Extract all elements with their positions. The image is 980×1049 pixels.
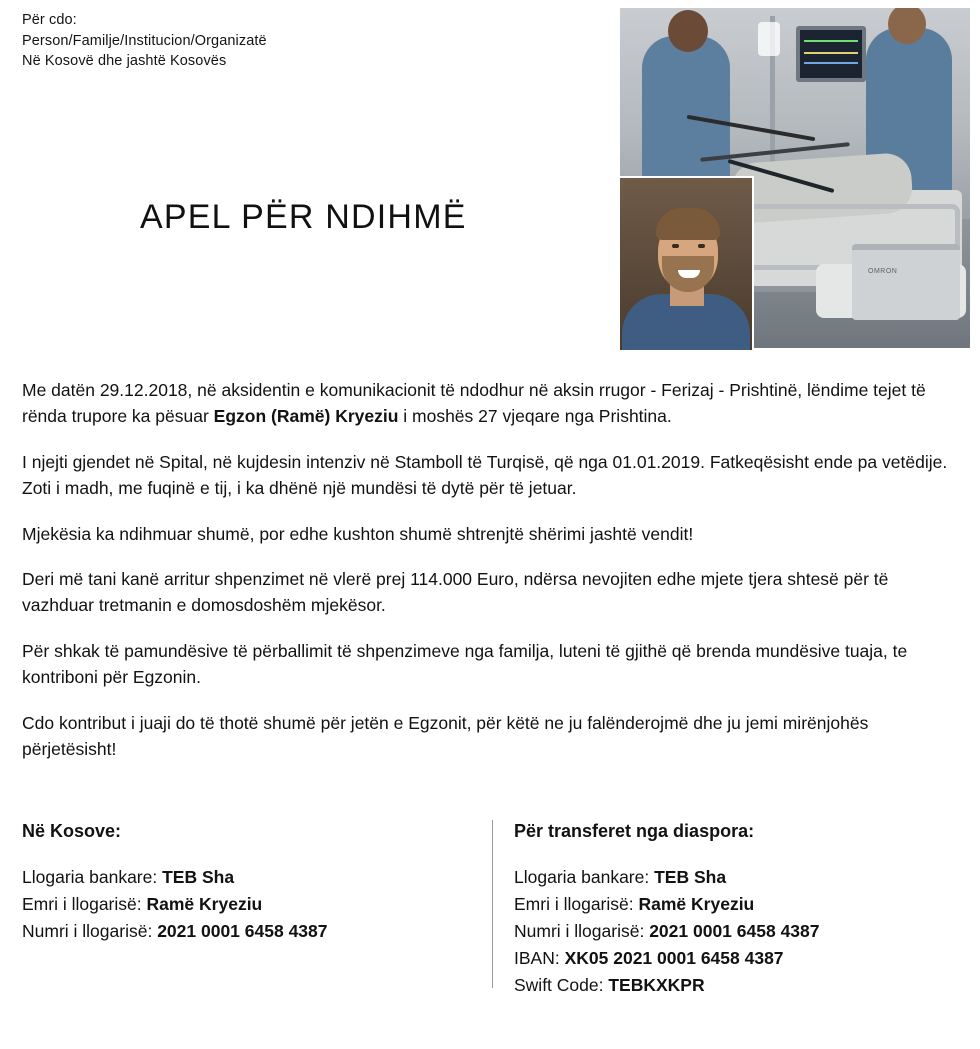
bank-diaspora-line-2 bbox=[514, 891, 962, 918]
paragraph-4: Deri më tani kanë arritur shpenzimet në vlerë prej 114.000 Euro, ndërsa nevojiten edhe mjete tjera shtesë për të vazhduar tretmanin e domosdoshëm mjekësor. bbox=[22, 569, 889, 616]
bank-kosovo-label-3: Numri i llogarisë: bbox=[22, 921, 153, 942]
bank-diaspora-value-5: TEBKXKPR bbox=[608, 975, 705, 996]
bank-details-diaspora bbox=[514, 818, 962, 1000]
bank-kosovo-value-1: TEB Sha bbox=[162, 866, 235, 887]
bank-diaspora-value-4: XK05 2021 0001 6458 4387 bbox=[564, 948, 784, 969]
nurse-right-head bbox=[888, 8, 926, 44]
bank-kosovo-line-3 bbox=[22, 918, 462, 945]
paragraph-2: I njejti gjendet në Spital, në kujdesin intenziv në Stamboll të Turqisë, që nga 01.01.2019. Fatkeqësisht ende pa vetëdije. Zoti i madh, me fuqinë e tij, i ka dhënë një mundësi të dytë për të jetuar. bbox=[22, 451, 948, 498]
addressee-line-1: Për cdo: bbox=[22, 12, 77, 28]
portrait-photo-egzon bbox=[620, 176, 754, 350]
column-divider bbox=[492, 820, 493, 988]
paragraph-5: Për shkak të pamundësive të përballimit të shpenzimeve nga familja, luteni të gjithë që brenda mundësive tuaja, te kontriboni për Egzonin. bbox=[22, 641, 908, 688]
bank-diaspora-label-2: Emri i llogarisë: bbox=[514, 894, 634, 915]
bank-diaspora-line-5 bbox=[514, 972, 962, 999]
bank-details bbox=[22, 818, 962, 998]
bank-diaspora-value-2: Ramë Kryeziu bbox=[638, 894, 755, 915]
bank-kosovo-value-2: Ramë Kryeziu bbox=[146, 894, 263, 915]
paragraph-3: Mjekësia ka ndihmuar shumë, por edhe kushton shumë shtrenjtë shërimi jashtë vendit! bbox=[22, 523, 694, 544]
paragraph-6: Cdo kontribut i juaji do të thotë shumë për jetën e Egzonit, për këtë ne ju falënderojmë dhe ju jemi mirënjohës përjetësisht! bbox=[22, 713, 869, 759]
bank-kosovo-line-1 bbox=[22, 864, 462, 891]
bank-diaspora-label-1: Llogaria bankare: bbox=[514, 866, 650, 887]
appeal-body bbox=[22, 378, 962, 783]
bank-diaspora-line-1 bbox=[514, 864, 962, 891]
page-title: APEL PËR NDIHMË bbox=[140, 198, 467, 236]
nurse-left-head bbox=[668, 10, 708, 52]
bank-kosovo-heading: Në Kosove: bbox=[22, 821, 122, 841]
portrait-eye-right bbox=[698, 244, 705, 248]
bank-kosovo-label-1: Llogaria bankare: bbox=[22, 866, 158, 887]
bank-diaspora-line-3 bbox=[514, 918, 962, 945]
bank-diaspora-label-5: Swift Code: bbox=[514, 975, 604, 996]
monitor-brand-label: OMRON bbox=[868, 268, 898, 275]
paragraph-1: Me datën 29.12.2018, në aksidentin e komunikacionit të ndodhur në aksin rrugor - Ferizaj - Prishtinë, lëndime tejet të rënda trupore ka pësuar Egzon (Ramë) Kryeziu i moshës 27 vjeqare nga Prishtina. bbox=[22, 380, 926, 426]
portrait-eye-left bbox=[672, 244, 679, 248]
bank-kosovo-label-2: Emri i llogarisë: bbox=[22, 894, 142, 915]
bank-diaspora-label-3: Numri i llogarisë: bbox=[514, 921, 645, 942]
bank-diaspora-label-4: IBAN: bbox=[514, 948, 560, 969]
bank-diaspora-line-4 bbox=[514, 945, 962, 972]
bank-diaspora-value-1: TEB Sha bbox=[654, 866, 727, 887]
bank-diaspora-value-3: 2021 0001 6458 4387 bbox=[649, 921, 820, 942]
medical-cart bbox=[852, 244, 960, 320]
vital-signs-monitor bbox=[796, 26, 866, 82]
addressee-block bbox=[22, 10, 267, 72]
bank-diaspora-heading: Për transferet nga diaspora: bbox=[514, 821, 755, 841]
bank-details-kosovo bbox=[22, 818, 462, 945]
addressee-line-3: Në Kosovë dhe jashtë Kosovës bbox=[22, 53, 227, 70]
photo-collage bbox=[620, 8, 970, 348]
iv-bag bbox=[758, 22, 780, 56]
portrait-hair bbox=[656, 208, 720, 240]
bank-kosovo-value-3: 2021 0001 6458 4387 bbox=[157, 921, 328, 942]
addressee-line-2: Person/Familje/Institucion/Organizatë bbox=[22, 32, 267, 49]
bank-kosovo-line-2 bbox=[22, 891, 462, 918]
